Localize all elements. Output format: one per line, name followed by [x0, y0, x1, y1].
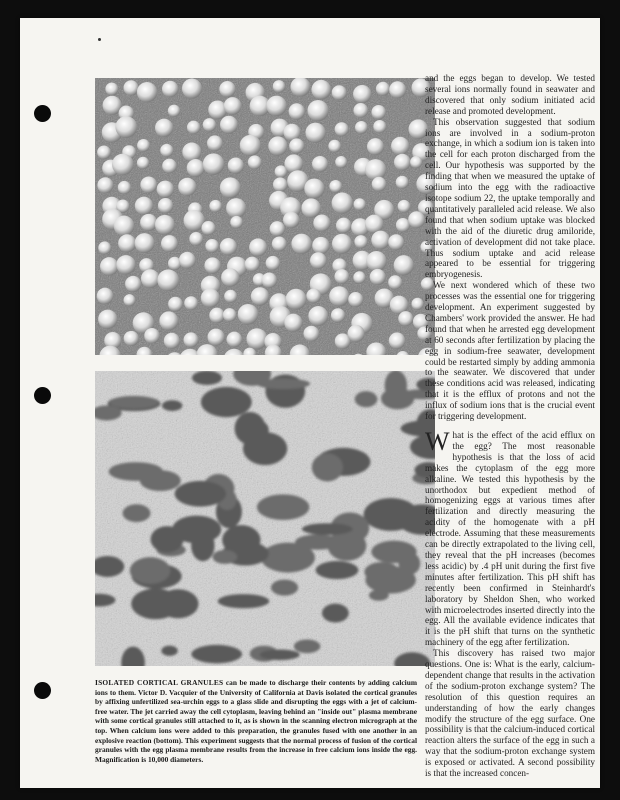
membrane-pit-shape [271, 580, 298, 596]
granule-shape [204, 257, 220, 273]
granule-shape [273, 80, 286, 93]
granule-shape [391, 137, 409, 155]
granule-shape [262, 273, 278, 289]
granule-shape [220, 238, 237, 255]
granule-shape [329, 180, 342, 193]
granule-shape [388, 275, 402, 289]
membrane-pit-shape [294, 640, 321, 654]
granule-shape [332, 85, 347, 100]
membrane-pit-shape [302, 523, 353, 535]
granule-shape [329, 286, 349, 306]
granule-shape [304, 178, 324, 198]
micrograph-top-image [95, 78, 435, 355]
granule-shape [365, 159, 386, 180]
micrograph-top [95, 78, 435, 355]
granule-shape [182, 79, 202, 99]
granule-shape [187, 121, 200, 134]
granule-shape [97, 145, 111, 159]
granule-shape [284, 154, 303, 173]
granule-shape [334, 269, 349, 284]
granule-shape [207, 329, 224, 346]
article-paragraph: We next wondered which of these two processes was the essential one for triggering development. An experiment suggested by Chambers' work provided the answer. He had found that when he arrested egg development at 60 seconds after fertilization by placing the egg in sodium-free seawater, development could be restarted simply by adding ammonia to the seawater. We discovered that under these conditions acid was released, indicating that it is the efflux of protons and not the influx of sodium ions that is the crucial event for triggering development. [425, 280, 595, 422]
granule-shape [312, 237, 329, 254]
granule-shape [347, 325, 364, 342]
granule-shape [308, 306, 328, 326]
granule-shape [376, 82, 390, 96]
granule-shape [97, 177, 113, 193]
granule-shape [161, 235, 178, 252]
membrane-pit-shape [151, 526, 184, 552]
granule-shape [135, 233, 155, 253]
granule-shape [289, 103, 305, 119]
granule-shape [155, 119, 173, 137]
granule-shape [118, 181, 131, 194]
granule-shape [245, 257, 260, 272]
granule-shape [221, 268, 239, 286]
granule-shape [310, 252, 327, 269]
granule-shape [371, 231, 390, 250]
granule-shape [303, 326, 319, 342]
granule-shape [98, 310, 117, 329]
granule-shape [209, 200, 221, 212]
granule-shape [137, 82, 157, 102]
granule-shape [353, 85, 371, 103]
granule-shape [155, 215, 175, 235]
granule-shape [270, 221, 285, 236]
membrane-pit-shape [131, 588, 180, 619]
membrane-pit-shape [192, 371, 222, 385]
granule-shape [366, 251, 386, 271]
granule-shape [411, 298, 423, 310]
granule-shape [98, 241, 111, 254]
membrane-pit-shape [316, 561, 359, 579]
document-page [20, 18, 600, 788]
membrane-pit-shape [110, 396, 159, 409]
granule-shape [116, 255, 135, 274]
membrane-pit-shape [312, 453, 343, 481]
granule-shape [371, 105, 386, 120]
granule-shape [118, 234, 136, 252]
granule-shape [207, 135, 223, 151]
membrane-pit-shape [175, 481, 226, 507]
granule-shape [272, 237, 287, 252]
micrograph-bottom-image [95, 371, 435, 666]
membrane-pit-shape [235, 412, 266, 445]
granule-shape [223, 308, 237, 322]
granule-shape [123, 294, 135, 306]
membrane-pit-shape [161, 646, 177, 656]
granule-shape [389, 81, 406, 98]
article-paragraph: and the eggs began to develop. We tested several ions normally found in seawater and discovered that only sodium initiated acid release and promoted development. [425, 73, 595, 116]
granule-shape [137, 157, 149, 169]
granule-shape [353, 271, 365, 283]
membrane-pit-shape [398, 552, 420, 575]
granule-shape [301, 198, 321, 218]
granule-shape [179, 252, 196, 269]
membrane-pit-shape [328, 530, 367, 560]
granule-shape [410, 156, 422, 168]
granule-shape [266, 256, 280, 270]
binder-hole-middle [34, 387, 51, 404]
granule-shape [335, 122, 349, 136]
granule-shape [306, 289, 321, 304]
granule-shape [249, 238, 267, 256]
granule-shape [159, 311, 178, 330]
granule-shape [162, 159, 177, 174]
granule-shape [348, 292, 363, 307]
granule-shape [226, 198, 246, 218]
membrane-pit-shape [191, 645, 242, 663]
membrane-pit-shape [257, 378, 310, 389]
granule-shape [394, 154, 411, 171]
caption-lead: ISOLATED CORTICAL GRANULES [95, 678, 224, 687]
granule-shape [97, 288, 114, 305]
granule-shape [311, 80, 331, 100]
granule-shape [203, 153, 225, 175]
granule-shape [373, 120, 386, 133]
binder-hole-top [34, 105, 51, 122]
granule-shape [182, 142, 201, 161]
granule-shape [336, 218, 352, 234]
granule-shape [224, 97, 242, 115]
granule-shape [157, 269, 179, 291]
micrograph-bottom [95, 371, 435, 666]
granule-shape [313, 214, 330, 231]
granule-shape [100, 257, 119, 276]
granule-shape [115, 116, 137, 138]
article-paragraph: This observation suggested that sodium ions are involved in a sodium-proton exchange, in which a sodium ion is taken into the cell for each proton discharged from the cell. Our hypothesis was supported by the finding that when we measured the uptake of sodium into the egg with the radioactive isotope sodium 22, the uptake temporally and quantitatively paralleled acid release. We also found that when sodium uptake was blocked with the aid of the diuretic drug amiloride, activation of development did not take place. Thus sodium uptake and acid release appeared to be essential for triggering embryogenesis. [425, 116, 595, 280]
granule-shape [158, 198, 173, 213]
granule-shape [201, 289, 220, 308]
granule-shape [201, 221, 215, 235]
granule-shape [291, 234, 311, 254]
granule-shape [140, 176, 157, 193]
granule-shape [209, 308, 225, 324]
article-column [425, 73, 595, 779]
granule-shape [105, 82, 118, 95]
granule-shape [205, 239, 219, 253]
granule-shape [286, 289, 307, 310]
granule-shape [332, 234, 352, 254]
granule-shape [224, 290, 237, 303]
membrane-pit-shape [218, 594, 269, 608]
granule-shape [283, 124, 300, 141]
granule-shape [268, 136, 287, 155]
membrane-pit-shape [140, 470, 181, 491]
granule-shape [283, 212, 300, 229]
granule-shape [370, 269, 386, 285]
granule-shape [114, 216, 135, 237]
granule-shape [168, 105, 180, 117]
granule-shape [408, 211, 425, 228]
membrane-pit-shape [123, 504, 151, 522]
granule-shape [398, 200, 411, 213]
granule-shape [220, 177, 241, 198]
granule-shape [230, 216, 243, 229]
granule-shape [251, 287, 269, 305]
granule-shape [248, 155, 262, 169]
granule-shape [157, 181, 174, 198]
membrane-pit-shape [201, 387, 252, 417]
granule-shape [124, 331, 139, 346]
granule-shape [203, 118, 217, 132]
granule-shape [137, 139, 150, 152]
granule-shape [164, 333, 180, 349]
granule-shape [355, 121, 368, 134]
granule-shape [354, 235, 367, 248]
membrane-pit-shape [257, 494, 309, 520]
dropcap: W [425, 427, 450, 456]
article-paragraph-with-dropcap [425, 427, 595, 648]
granule-shape [394, 255, 414, 275]
granule-shape [183, 332, 198, 347]
granule-shape [284, 314, 302, 332]
granule-shape [289, 138, 304, 153]
granule-shape [189, 232, 203, 246]
membrane-pit-shape [260, 649, 300, 660]
granule-shape [305, 123, 325, 143]
granule-shape [331, 308, 345, 322]
membrane-pit-shape [130, 557, 171, 584]
article-paragraph: This discovery has raised two major questions. One is: What is the early, calcium-dependent change that results in the activation of the sodium-proton exchange system? The resolution of this question requires an understanding of how the early changes modify the structure of the egg surface. One possibility is that the calcium-induced cortical reaction alters the surface of the egg in such a way that the sodium-proton exchange system is exposed or activated. A second possibility is that the increased concen- [425, 648, 595, 779]
granule-shape [266, 96, 287, 117]
granule-shape [178, 178, 196, 196]
article-paragraph-text: hat is the effect of the acid efflux on the egg? The most reasonable hypothesis is that the loss of acid makes the cytoplasm of the egg more alkaline. We tested this hypothesis by the unorthodox but expedient method of homogenizing eggs at various times after fertilization and directly measuring the acidity of the homogenate with a pH electrode. Assuming that these measurements can be directly extrapolated to the living cell, they reveal that the pH increases (becomes less acidic) by .4 pH unit during the first five minutes after fertilization. This pH shift has recently been confirmed in Steinhardt's laboratory by Sheldon Shen, who worked with microelectrodes inserted directly into the egg. All the available evidence indicates that it is the pH shift that turns on the synthetic machinery of the egg after fertilization. [425, 430, 595, 648]
granule-shape [227, 332, 243, 348]
granule-shape [140, 214, 157, 231]
granule-shape [396, 218, 410, 232]
granule-shape [141, 269, 160, 288]
granule-shape [125, 276, 141, 292]
granule-shape [135, 197, 153, 215]
binder-hole-bottom [34, 682, 51, 699]
granule-shape [187, 159, 205, 177]
granule-shape [335, 156, 347, 168]
granule-shape [220, 116, 238, 134]
membrane-pit-shape [162, 400, 182, 411]
granule-shape [184, 296, 198, 310]
granule-shape [144, 328, 160, 344]
granule-shape [307, 100, 328, 121]
granule-shape [396, 176, 409, 189]
membrane-pit-shape [191, 530, 214, 561]
caption-text: can be made to discharge their contents by adding calcium ions to them. Victor D. Vacquier of the University of California at Davis isolated the cortical granules by affixing unfertilized sea-urchin eggs to a glass slide and disrupting the eggs with a jet of calcium-free water. The jet carried away the cell cytoplasm, leaving behind an "inside out" plasma membrane with some cortical granules still attached to it, as is shown in the scanning electron micrograph at the top. When calcium ions were added to this preparation, the granules fused with one another in an explosive reaction (bottom). This experiment suggests that the normal process of fusion of the cortical granules with the egg plasma membrane results from the increase in free calcium ions inside the egg. Magnification is 10,000 diameters. [95, 678, 417, 764]
granule-shape [160, 144, 173, 157]
granule-shape [354, 198, 366, 210]
granule-shape [162, 81, 179, 98]
granule-shape [238, 304, 259, 325]
page-mark [98, 38, 101, 41]
membrane-pit-shape [355, 391, 378, 407]
granule-shape [123, 80, 138, 95]
granule-shape [388, 234, 404, 250]
granule-shape [365, 215, 384, 234]
granule-shape [398, 311, 413, 326]
granule-shape [168, 297, 183, 312]
granule-shape [367, 138, 384, 155]
granule-shape [240, 135, 261, 156]
granule-shape [312, 156, 328, 172]
membrane-pit-shape [213, 550, 238, 564]
granule-shape [372, 177, 387, 192]
figure-caption [95, 678, 417, 764]
granule-shape [328, 140, 341, 153]
granule-shape [246, 328, 267, 349]
membrane-pit-shape [369, 590, 389, 601]
granule-shape [389, 332, 406, 349]
granule-shape [228, 157, 244, 173]
granule-shape [273, 177, 288, 192]
granule-shape [219, 81, 235, 97]
membrane-pit-shape [322, 604, 349, 623]
granule-shape [112, 154, 134, 176]
granule-shape [353, 103, 368, 118]
granule-shape [332, 192, 353, 213]
